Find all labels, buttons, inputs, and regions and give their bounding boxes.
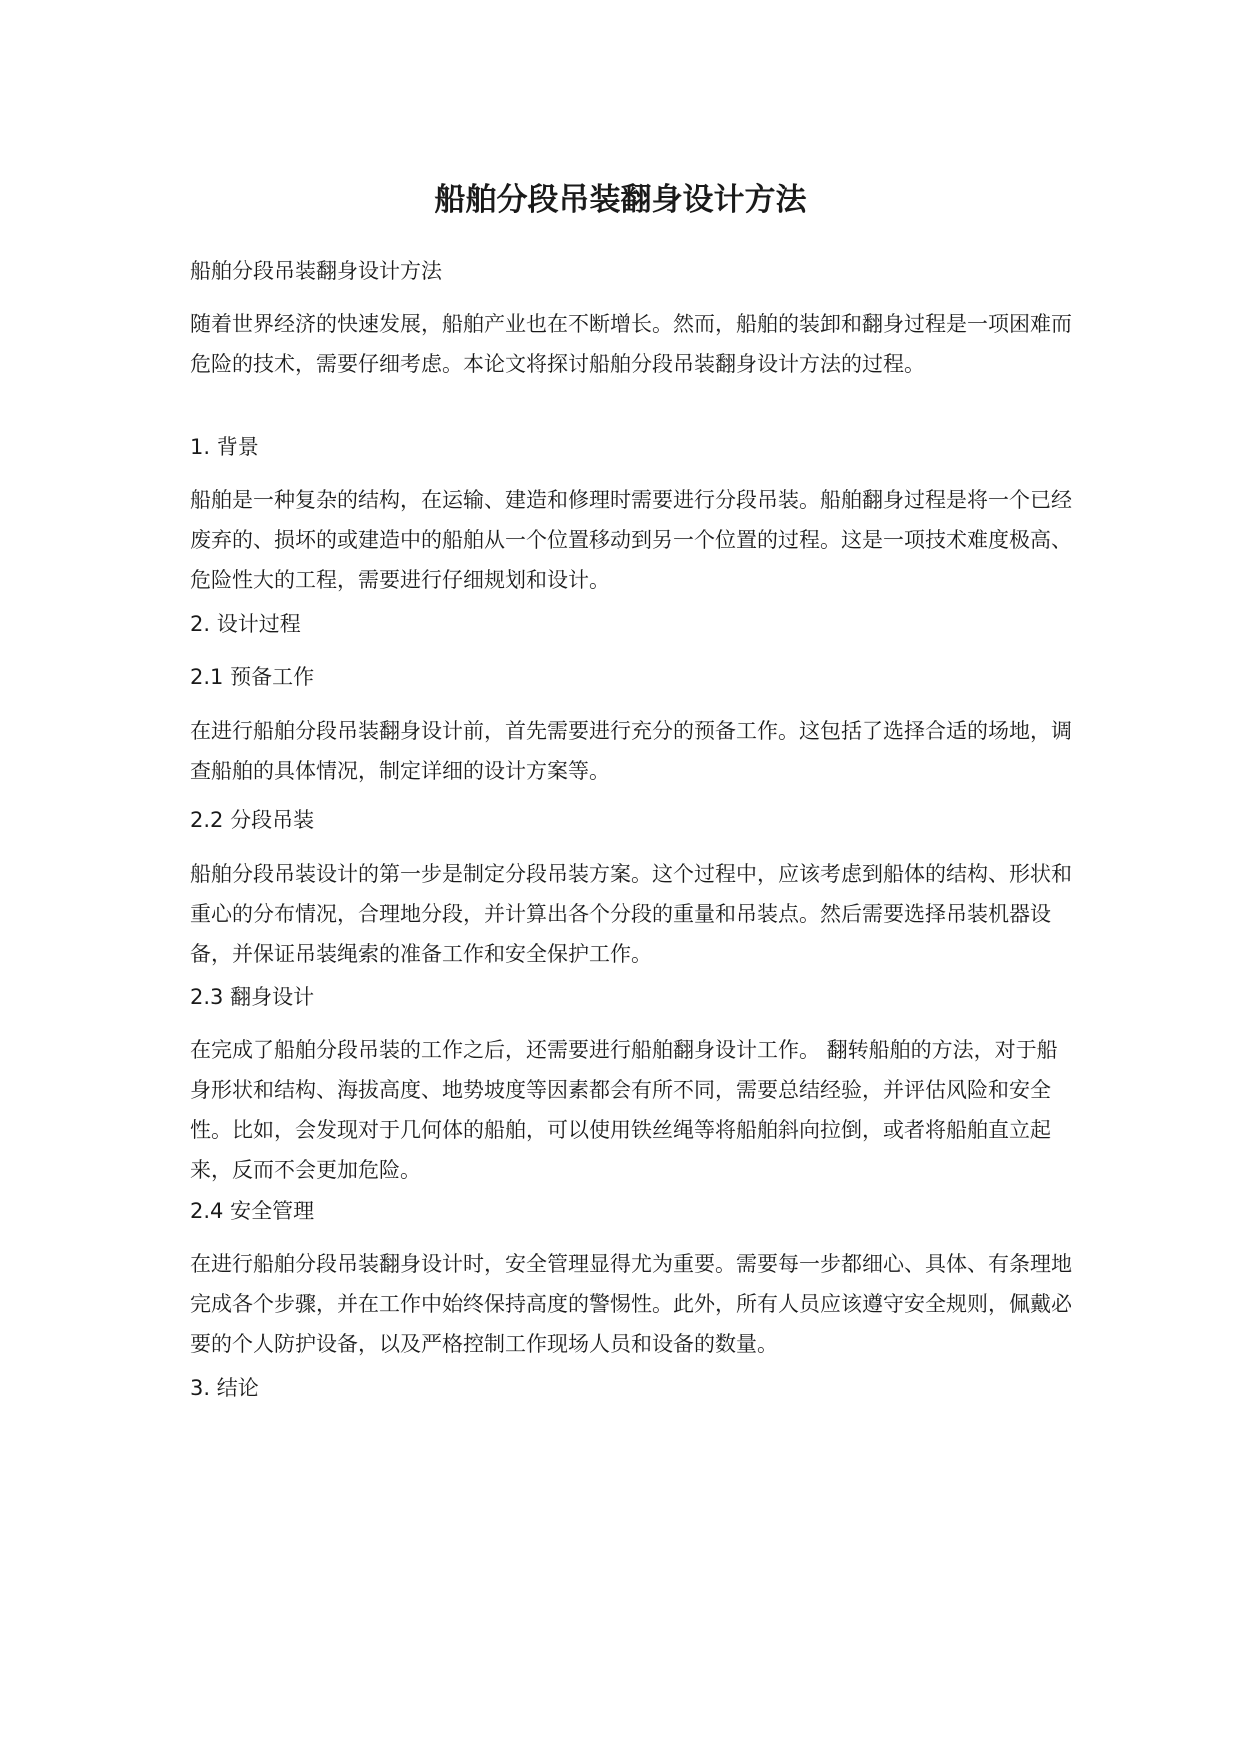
section-2-1-heading: 2.1 预备工作	[190, 665, 315, 689]
section-1-paragraph: 船舶是一种复杂的结构，在运输、建造和修理时需要进行分段吊装。船舶翻身过程是将一个已经废弃的、损坏的或建造中的船舶从一个位置移动到另一个位置的过程。这是一项技术难度极高、危险性大的工程，需要进行仔细规划和设计。	[190, 488, 1072, 592]
intro-paragraph: 随着世界经济的快速发展，船舶产业也在不断增长。然而，船舶的装卸和翻身过程是一项困难而危险的技术，需要仔细考虑。本论文将探讨船舶分段吊装翻身设计方法的过程。	[190, 312, 1072, 376]
section-3-heading: 3. 结论	[190, 1376, 259, 1400]
section-2-4-paragraph: 在进行船舶分段吊装翻身设计时，安全管理显得尤为重要。需要每一步都细心、具体、有条理地完成各个步骤，并在工作中始终保持高度的警惕性。此外，所有人员应该遵守安全规则，佩戴必要的个人防护设备，以及严格控制工作现场人员和设备的数量。	[190, 1252, 1072, 1356]
section-2-1-paragraph: 在进行船舶分段吊装翻身设计前，首先需要进行充分的预备工作。这包括了选择合适的场地，调查船舶的具体情况，制定详细的设计方案等。	[190, 719, 1072, 783]
section-2-heading: 2. 设计过程	[190, 612, 301, 636]
section-2-3-heading: 2.3 翻身设计	[190, 985, 315, 1009]
document-subtitle: 船舶分段吊装翻身设计方法	[190, 259, 442, 283]
section-2-4-heading: 2.4 安全管理	[190, 1199, 315, 1223]
section-1-heading: 1. 背景	[190, 435, 259, 459]
section-2-3-paragraph: 在完成了船舶分段吊装的工作之后，还需要进行船舶翻身设计工作。 翻转船舶的方法，对于船身形状和结构、海拔高度、地势坡度等因素都会有所不同，需要总结经验，并评估风险和安全性。比如，会发现对于几何体的船舶，可以使用铁丝绳等将船舶斜向拉倒，或者将船舶直立起来，反而不会更加危险。	[190, 1038, 1058, 1182]
section-2-2-paragraph: 船舶分段吊装设计的第一步是制定分段吊装方案。这个过程中，应该考虑到船体的结构、形状和重心的分布情况，合理地分段，并计算出各个分段的重量和吊装点。然后需要选择吊装机器设备，并保证吊装绳索的准备工作和安全保护工作。	[190, 862, 1072, 966]
section-2-2-heading: 2.2 分段吊装	[190, 808, 315, 832]
document-title: 船舶分段吊装翻身设计方法	[434, 182, 807, 218]
